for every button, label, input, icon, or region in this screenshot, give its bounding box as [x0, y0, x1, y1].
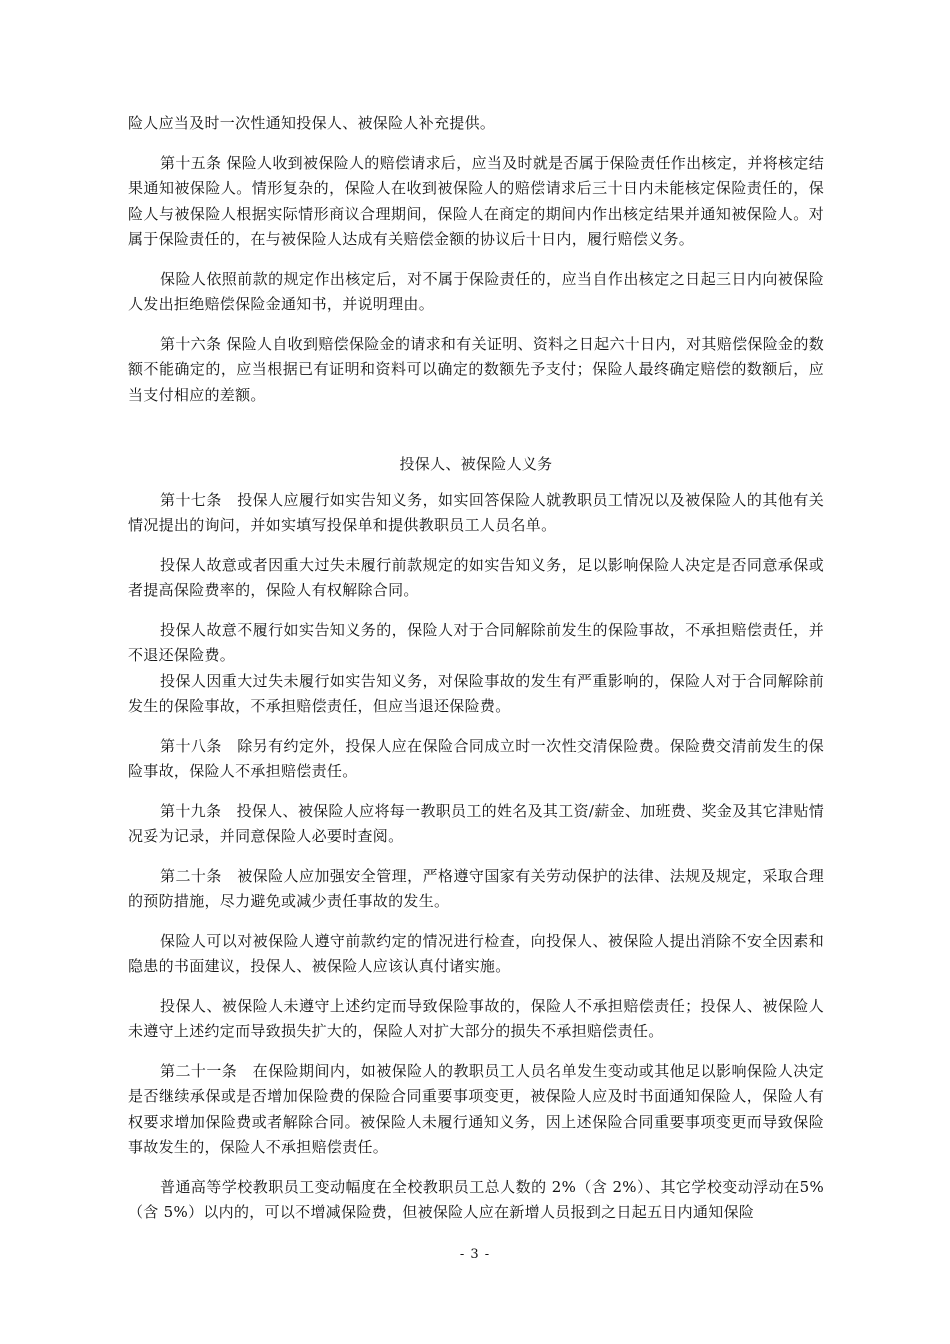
- paragraph: 第十九条 投保人、被保险人应将每一教职员工的姓名及其工资/薪金、加班费、奖金及其它津贴情况妥为记录，并同意保险人必要时查阅。: [128, 801, 824, 845]
- paragraph: 第十五条 保险人收到被保险人的赔偿请求后，应当及时就是否属于保险责任作出核定，并将核定结果通知被保险人。情形复杂的，保险人在收到被保险人的赔偿请求后三十日内未能核定保险责任的，保险人与被保险人根据实际情形商议合理期间，保险人在商定的期间内作出核定结果并通知被保险人。对属于保险责任的，在与被保险人达成有关赔偿金额的协议后十日内，履行赔偿义务。: [128, 153, 824, 248]
- paragraph: 第十七条 投保人应履行如实告知义务，如实回答保险人就教职员工情况以及被保险人的其他有关情况提出的询问，并如实填写投保单和提供教职员工人员名单。: [128, 490, 824, 534]
- paragraph: 投保人故意不履行如实告知义务的，保险人对于合同解除前发生的保险事故，不承担赔偿责任，并不退还保险费。: [128, 620, 824, 664]
- document-body: [128, 111, 824, 1240]
- page-number: - 3 -: [459, 1247, 491, 1262]
- paragraph: 第十六条 保险人自收到赔偿保险金的请求和有关证明、资料之日起六十日内，对其赔偿保险金的数额不能确定的，应当根据已有证明和资料可以确定的数额先予支付；保险人最终确定赔偿的数额后，应当支付相应的差额。: [128, 334, 824, 404]
- paragraphs-before-section: [128, 111, 824, 408]
- paragraph: 险人应当及时一次性通知投保人、被保险人补充提供。: [128, 114, 496, 132]
- paragraph: 投保人、被保险人未遵守上述约定而导致保险事故的，保险人不承担赔偿责任；投保人、被保险人未遵守上述约定而导致损失扩大的，保险人对扩大部分的损失不承担赔偿责任。: [128, 996, 824, 1040]
- paragraph: 投保人因重大过失未履行如实告知义务，对保险事故的发生有严重影响的，保险人对于合同解除前发生的保险事故，不承担赔偿责任，但应当退还保险费。: [128, 671, 824, 715]
- paragraph: 保险人依照前款的规定作出核定后，对不属于保险责任的，应当自作出核定之日起三日内向被保险人发出拒绝赔偿保险金通知书，并说明理由。: [128, 269, 824, 313]
- paragraph: 第二十一条 在保险期间内，如被保险人的教职员工人员名单发生变动或其他足以影响保险人决定是否继续承保或是否增加保险费的保险合同重要事项变更，被保险人应及时书面通知保险人，保险人有权要求增加保险费或者解除合同。被保险人未履行通知义务，因上述保险合同重要事项变更而导致保险事故发生的，保险人不承担赔偿责任。: [128, 1061, 824, 1156]
- paragraph: 第二十条 被保险人应加强安全管理，严格遵守国家有关劳动保护的法律、法规及规定，采取合理的预防措施，尽力避免或减少责任事故的发生。: [128, 866, 824, 910]
- paragraph: 投保人故意或者因重大过失未履行前款规定的如实告知义务，足以影响保险人决定是否同意承保或者提高保险费率的，保险人有权解除合同。: [128, 555, 824, 599]
- paragraph: 保险人可以对被保险人遵守前款约定的情况进行检查，向投保人、被保险人提出消除不安全因素和隐患的书面建议，投保人、被保险人应该认真付诸实施。: [128, 931, 824, 975]
- paragraph: 普通高等学校教职员工变动幅度在全校教职员工总人数的 2%（含 2%）、其它学校变动浮动在5%（含 5%）以内的，可以不增减保险费，但被保险人应在新增人员报到之日起五日内通知保险: [128, 1177, 824, 1221]
- section-title: 投保人、被保险人义务: [399, 455, 553, 473]
- paragraphs-after-section: [128, 488, 824, 1226]
- paragraph: 第十八条 除另有约定外，投保人应在保险合同成立时一次性交清保险费。保险费交清前发生的保险事故，保险人不承担赔偿责任。: [128, 736, 824, 780]
